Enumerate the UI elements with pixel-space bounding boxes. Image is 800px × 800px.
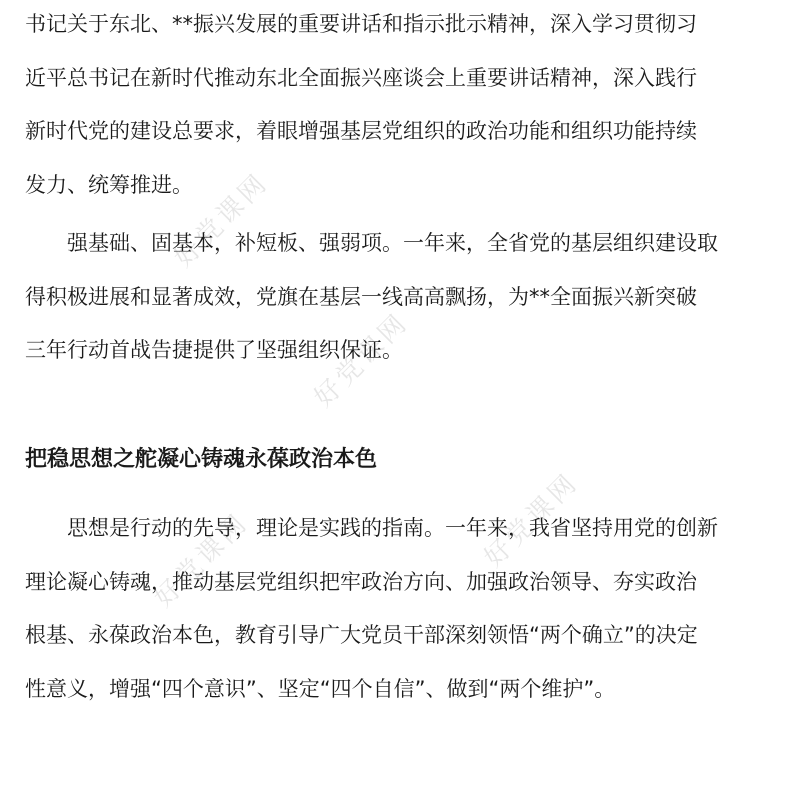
paragraph-1-line-1: 书记关于东北、**振兴发展的重要讲话和指示批示精神，深入学习贯彻习 xyxy=(25,12,697,36)
paragraph-1-line-4: 发力、统筹推进。 xyxy=(25,172,193,197)
watermark-3: 好党课网 xyxy=(478,467,585,574)
paragraph-1 xyxy=(25,0,775,212)
paragraph-2-line-2: 得积极进展和显著成效，党旗在基层一线高高飘扬，为**全面振兴新突破 xyxy=(25,284,697,309)
paragraph-3-line-4: 性意义，增强“四个意识”、坚定“四个自信”、做到“两个维护”。 xyxy=(25,676,616,701)
watermark-4: 好党课网 xyxy=(148,507,255,614)
section-heading: 把稳思想之舵凝心铸魂永葆政治本色 xyxy=(25,447,378,472)
paragraph-1-line-3: 新时代党的建设总要求，着眼增强基层党组织的政治功能和组织功能持续 xyxy=(25,119,697,143)
paragraph-2-line-1: 强基础、固基本，补短板、强弱项。一年来，全省党的基层组织建设取 xyxy=(25,231,718,255)
paragraph-3 xyxy=(25,502,775,716)
paragraph-3-line-1: 思想是行动的先导，理论是实践的指南。一年来，我省坚持用党的创新 xyxy=(25,516,718,540)
watermark-1: 好党课网 xyxy=(168,167,275,274)
watermark-2: 好党课网 xyxy=(308,307,415,414)
paragraph-1-line-2: 近平总书记在新时代推动东北全面振兴座谈会上重要讲话精神，深入践行 xyxy=(25,65,697,90)
paragraph-2-line-3: 三年行动首战告捷提供了坚强组织保证。 xyxy=(25,338,403,362)
paragraph-2 xyxy=(25,217,775,378)
paragraph-3-line-2: 理论凝心铸魂，推动基层党组织把牢政治方向、加强政治领导、夯实政治 xyxy=(25,569,697,594)
paragraph-3-line-3: 根基、永葆政治本色，教育引导广大党员干部深刻领悟“两个确立”的决定 xyxy=(25,623,698,647)
